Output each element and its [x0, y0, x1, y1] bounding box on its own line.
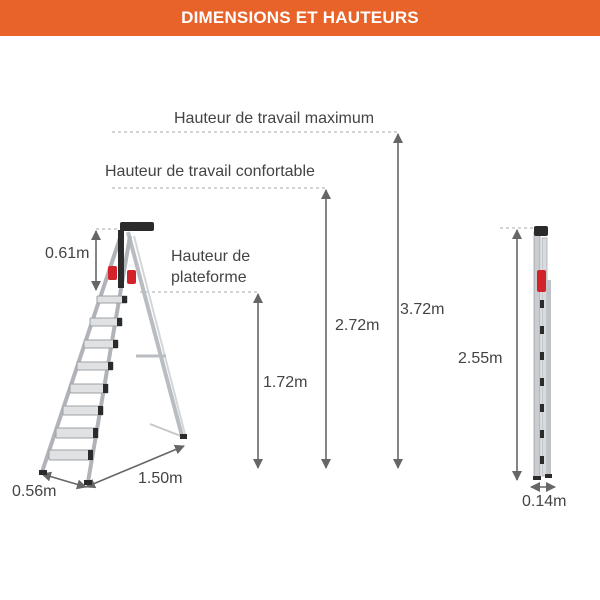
folded-depth-value: 0.14m — [522, 493, 567, 510]
folded-height-value: 2.55m — [458, 350, 503, 367]
platform-height-label-line2: plateforme — [171, 269, 247, 286]
platform-height-value: 1.72m — [263, 374, 308, 391]
header-title: DIMENSIONS ET HAUTEURS — [181, 8, 419, 27]
width-value: 0.56m — [12, 483, 57, 500]
platform-height-label-line1: Hauteur de — [171, 248, 251, 265]
comfort-height-value: 2.72m — [335, 317, 380, 334]
max-height-value: 3.72m — [400, 301, 445, 318]
folded-ladder-icon — [533, 226, 552, 480]
depth-value: 1.50m — [138, 470, 183, 487]
max-work-height-label: Hauteur de travail maximum — [174, 110, 375, 127]
guard-height-value: 0.61m — [45, 245, 90, 262]
comfort-work-height-label: Hauteur de travail confortable — [105, 163, 315, 180]
